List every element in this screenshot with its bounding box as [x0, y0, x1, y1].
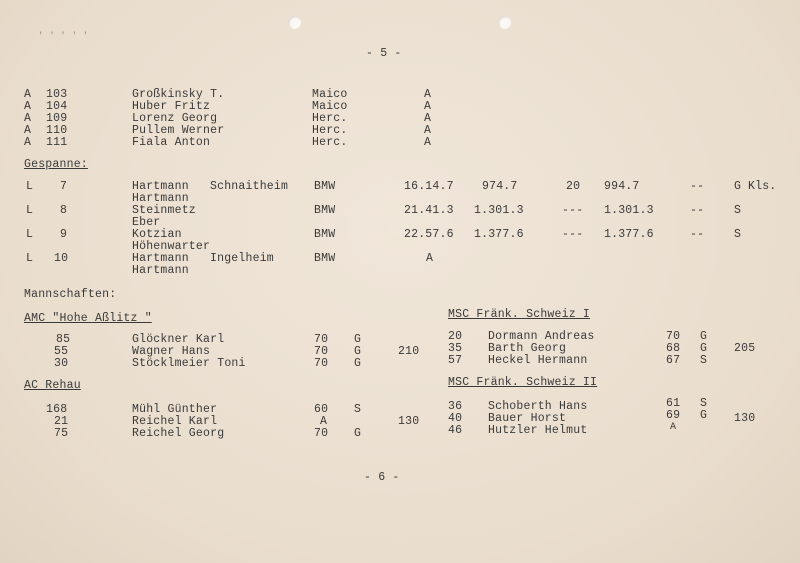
sidecar-heading: Gespanne: — [24, 158, 88, 171]
team-member-points: 70 — [314, 333, 329, 346]
start-number: 7 — [60, 180, 68, 193]
team-member-points: 70 — [314, 357, 329, 370]
start-number: 103 — [46, 88, 68, 101]
make: Maico — [312, 100, 348, 113]
dash: -- — [690, 204, 705, 217]
driver-name: Kotzian — [132, 228, 182, 241]
passenger-name: Hartmann — [132, 192, 189, 205]
points: 974.7 — [482, 180, 518, 193]
penalty: --- — [562, 204, 584, 217]
team-member-points: 60 — [314, 403, 329, 416]
team-member-name: Reichel Georg — [132, 427, 225, 440]
start-number: 10 — [54, 252, 69, 265]
penalty: --- — [562, 228, 584, 241]
time: 21.41.3 — [404, 204, 454, 217]
team-total: 130 — [398, 415, 420, 428]
stray-marks: ' ' ' ' ' — [38, 31, 89, 41]
team-member-number: 55 — [54, 345, 69, 358]
total: 1.301.3 — [604, 204, 654, 217]
rider-name: Pullem Werner — [132, 124, 225, 137]
passenger-name: Hartmann — [132, 264, 189, 277]
result-note: A — [424, 88, 432, 101]
team-member-name: Wagner Hans — [132, 345, 211, 358]
team-member-points: A — [320, 415, 328, 428]
team-member-number: 57 — [448, 354, 463, 367]
team-member-award: G — [354, 345, 362, 358]
team-member-number: 85 — [56, 333, 71, 346]
team-member-points: 67 — [666, 354, 681, 367]
team-title: AMC "Hohe Aßlitz " — [24, 312, 152, 325]
team-member-number: 21 — [54, 415, 69, 428]
driver-name: Hartmann — [132, 180, 189, 193]
time: 16.14.7 — [404, 180, 454, 193]
team-member-name: Dormann Andreas — [488, 330, 595, 343]
rider-name: Huber Fritz — [132, 100, 211, 113]
team-member-number: 35 — [448, 342, 463, 355]
team-member-number: 75 — [54, 427, 69, 440]
rider-name: Lorenz Georg — [132, 112, 218, 125]
make: BMW — [314, 180, 336, 193]
result-note: A — [424, 112, 432, 125]
team-member-points: A — [670, 422, 677, 433]
punch-hole-left — [288, 16, 301, 29]
class-letter: A — [24, 88, 32, 101]
rider-name: Fiala Anton — [132, 136, 211, 149]
start-number: 111 — [46, 136, 68, 149]
team-member-award: G — [354, 357, 362, 370]
start-number: 104 — [46, 100, 68, 113]
team-member-points: 69 — [666, 409, 681, 422]
start-number: 110 — [46, 124, 68, 137]
team-title: MSC Fränk. Schweiz I — [448, 308, 591, 321]
team-member-name: Reichel Karl — [132, 415, 218, 428]
team-member-name: Hutzler Helmut — [488, 424, 588, 437]
team-member-number: 30 — [54, 357, 69, 370]
time: A — [426, 252, 434, 265]
class-letter: A — [24, 124, 32, 137]
result-note: A — [424, 136, 432, 149]
points: 1.377.6 — [474, 228, 524, 241]
team-member-award: S — [700, 354, 708, 367]
team-member-number: 20 — [448, 330, 463, 343]
team-member-award: G — [354, 333, 362, 346]
award: S — [734, 204, 742, 217]
passenger-name: Höhenwarter — [132, 240, 211, 253]
team-member-number: 46 — [448, 424, 463, 437]
team-member-award: S — [700, 397, 708, 410]
place: Schnaitheim — [210, 180, 289, 193]
team-title: AC Rehau — [24, 379, 81, 392]
class-letter: L — [26, 228, 34, 241]
team-member-award: G — [700, 342, 708, 355]
team-member-points: 70 — [314, 345, 329, 358]
make: Herc. — [312, 112, 348, 125]
dash: -- — [690, 228, 705, 241]
team-member-name: Glöckner Karl — [132, 333, 225, 346]
start-number: 8 — [60, 204, 68, 217]
result-note: A — [424, 100, 432, 113]
team-title: MSC Fränk. Schweiz II — [448, 376, 598, 389]
team-total: 130 — [734, 412, 756, 425]
rider-name: Großkinsky T. — [132, 88, 225, 101]
total: 1.377.6 — [604, 228, 654, 241]
make: Herc. — [312, 124, 348, 137]
team-member-award: S — [354, 403, 362, 416]
team-member-points: 70 — [666, 330, 681, 343]
team-member-award: G — [354, 427, 362, 440]
penalty: 20 — [566, 180, 581, 193]
team-member-award: G — [700, 409, 708, 422]
dash: -- — [690, 180, 705, 193]
class-letter: L — [26, 180, 34, 193]
team-member-name: Bauer Horst — [488, 412, 567, 425]
team-member-points: 68 — [666, 342, 681, 355]
team-member-points: 61 — [666, 397, 681, 410]
team-total: 210 — [398, 345, 420, 358]
place: Ingelheim — [210, 252, 274, 265]
team-member-award: G — [700, 330, 708, 343]
team-member-number: 36 — [448, 400, 463, 413]
driver-name: Steinmetz — [132, 204, 196, 217]
punch-hole-right — [498, 16, 511, 29]
time: 22.57.6 — [404, 228, 454, 241]
team-member-name: Mühl Günther — [132, 403, 218, 416]
award: S — [734, 228, 742, 241]
class-letter: A — [24, 100, 32, 113]
page-number-top: - 5 - — [366, 47, 402, 60]
passenger-name: Eber — [132, 216, 161, 229]
class-letter: L — [26, 252, 34, 265]
driver-name: Hartmann — [132, 252, 189, 265]
team-total: 205 — [734, 342, 756, 355]
make: BMW — [314, 204, 336, 217]
class-letter: L — [26, 204, 34, 217]
make: BMW — [314, 252, 336, 265]
make: Herc. — [312, 136, 348, 149]
make: Maico — [312, 88, 348, 101]
points: 1.301.3 — [474, 204, 524, 217]
total: 994.7 — [604, 180, 640, 193]
start-number: 9 — [60, 228, 68, 241]
make: BMW — [314, 228, 336, 241]
start-number: 109 — [46, 112, 68, 125]
team-member-number: 40 — [448, 412, 463, 425]
team-member-name: Stöcklmeier Toni — [132, 357, 246, 370]
class-letter: A — [24, 136, 32, 149]
award: G — [734, 180, 742, 193]
page-number-bottom: - 6 - — [364, 471, 400, 484]
team-member-number: 168 — [46, 403, 68, 416]
result-note: A — [424, 124, 432, 137]
teams-heading: Mannschaften: — [24, 288, 117, 301]
team-member-name: Heckel Hermann — [488, 354, 588, 367]
extra-note: Kls. — [748, 180, 777, 193]
class-letter: A — [24, 112, 32, 125]
team-member-name: Barth Georg — [488, 342, 567, 355]
team-member-points: 70 — [314, 427, 329, 440]
team-member-name: Schoberth Hans — [488, 400, 588, 413]
